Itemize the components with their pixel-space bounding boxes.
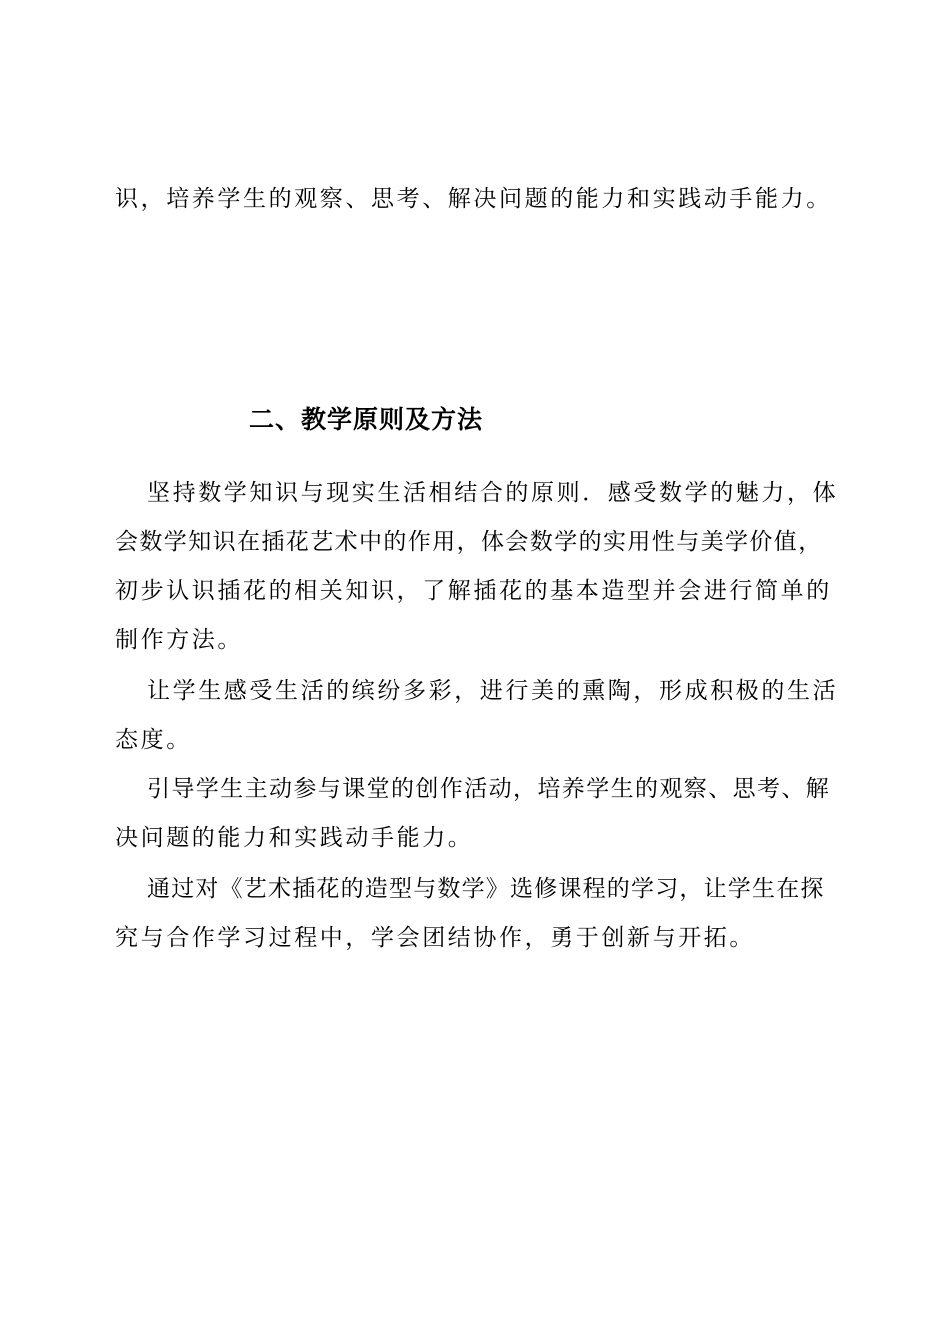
section-heading: 二、教学原则及方法 xyxy=(249,405,484,434)
paragraph-line: 坚持数学知识与现实生活相结合的原则．感受数学的魅力，体 xyxy=(147,480,839,506)
paragraph-line: 通过对《艺术插花的造型与数学》选修课程的学习，让学生在探 xyxy=(147,876,825,902)
paragraph-line: 初步认识插花的相关知识，了解插花的基本造型并会进行简单的 xyxy=(115,578,832,604)
paragraph-line: 制作方法。 xyxy=(115,627,243,653)
continuation-text-line: 识，培养学生的观察、思考、解决问题的能力和实践动手能力。 xyxy=(115,186,832,212)
paragraph-line: 让学生感受生活的缤纷多彩，进行美的熏陶，形成积极的生活 xyxy=(147,678,839,704)
paragraph-line: 究与合作学习过程中，学会团结协作，勇于创新与开拓。 xyxy=(115,925,755,951)
paragraph-line: 决问题的能力和实践动手能力。 xyxy=(115,825,474,851)
paragraph-line: 态度。 xyxy=(115,727,192,753)
paragraph-line: 会数学知识在插花艺术中的作用，体会数学的实用性与美学价值， xyxy=(115,529,823,555)
paragraph-line: 引导学生主动参与课堂的创作活动，培养学生的观察、思考、解 xyxy=(147,776,831,802)
